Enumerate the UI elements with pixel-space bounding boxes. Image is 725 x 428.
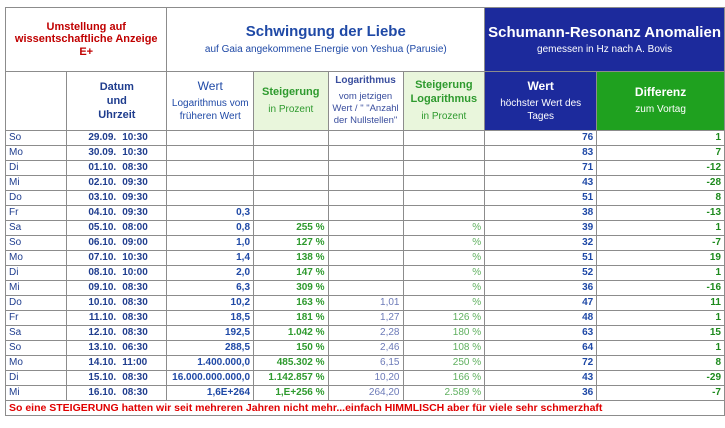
date-value: 11.10. [88,312,117,323]
steigerung-log-cell [403,206,485,221]
log-cell [328,206,403,221]
wert-cell: 288,5 [167,341,254,356]
steigerung-log-cell [403,131,485,146]
wert-header-sub: Logarithmus vom früheren Wert [171,98,249,122]
log-cell [328,176,403,191]
time-value: 09:30 [122,177,148,188]
time-value: 08:30 [122,282,148,293]
table-row [6,356,725,371]
wert-cell [167,161,254,176]
date-time-cell [67,281,167,296]
steigerung-log-cell: 2.589 % [403,386,485,401]
steigerung-log-cell: % [403,221,485,236]
schumann-value-cell: 51 [485,191,597,206]
log-cell: 1,27 [328,311,403,326]
date-value: 08.10. [88,267,117,278]
date-value: 09.10. [88,282,117,293]
wert-cell: 2,0 [167,266,254,281]
time-value: 10:00 [122,267,148,278]
day-cell: So [6,236,67,251]
steigerung-log-header-sub: in Prozent [421,110,467,122]
difference-cell: 1 [597,221,725,236]
day-cell: Sa [6,326,67,341]
schumann-subtitle: gemessen in Hz nach A. Bovis [537,44,673,56]
wert-cell [167,191,254,206]
steigerung-cell: 255 % [254,221,329,236]
schumann-value-cell: 43 [485,176,597,191]
wert-cell: 1,0 [167,236,254,251]
table-row [6,311,725,326]
wert-cell [167,131,254,146]
date-value: 15.10. [88,372,117,383]
table-row [6,251,725,266]
steigerung-cell: 1,E+256 % [254,386,329,401]
date-time-cell [67,206,167,221]
date-time-cell [67,371,167,386]
schumann-value-cell: 63 [485,326,597,341]
log-cell [328,191,403,206]
date-value: 03.10. [88,192,117,203]
date-time-cell [67,356,167,371]
wert-header [167,72,254,131]
schumann-value-cell: 39 [485,221,597,236]
day-cell: Do [6,191,67,206]
table-row [6,371,725,386]
steigerung-cell [254,131,329,146]
day-cell: Mi [6,176,67,191]
difference-cell: 1 [597,266,725,281]
difference-header-sub: zum Vortag [635,104,686,116]
time-value: 10:30 [122,132,148,143]
wert-cell [167,176,254,191]
time-value: 08:30 [122,387,148,398]
schumann-value-header [485,72,597,131]
date-time-cell [67,311,167,326]
schumann-value-header-sub: höchster Wert des Tages [500,98,582,122]
date-time-cell [67,341,167,356]
schumann-value-cell: 51 [485,251,597,266]
table-row [6,176,725,191]
wert-header-title: Wert [197,79,223,93]
difference-cell: -7 [597,386,725,401]
steigerung-cell [254,206,329,221]
table-row [6,206,725,221]
difference-cell: 7 [597,146,725,161]
difference-cell: -16 [597,281,725,296]
log-cell: 1,01 [328,296,403,311]
date-value: 14.10. [88,357,117,368]
steigerung-header-title: Steigerung [262,85,320,98]
date-time-cell [67,266,167,281]
date-value: 07.10. [88,252,117,263]
schumann-value-cell: 48 [485,311,597,326]
schumann-value-cell: 64 [485,341,597,356]
time-value: 08:30 [122,297,148,308]
table-row [6,296,725,311]
time-value: 11:00 [122,357,148,368]
steigerung-cell [254,161,329,176]
steigerung-log-cell: 108 % [403,341,485,356]
day-cell: Do [6,296,67,311]
wert-cell: 0,8 [167,221,254,236]
log-cell: 6,15 [328,356,403,371]
table-row [6,161,725,176]
steigerung-log-cell [403,161,485,176]
schumann-value-cell: 32 [485,236,597,251]
date-value: 13.10. [88,342,117,353]
date-value: 30.09. [88,147,117,158]
log-header-title: Logarithmus [335,74,396,86]
date-time-cell [67,236,167,251]
log-cell: 2,28 [328,326,403,341]
log-cell [328,236,403,251]
steigerung-log-cell: % [403,281,485,296]
time-value: 08:30 [122,312,148,323]
difference-cell: -12 [597,161,725,176]
date-value: 29.09. [88,132,117,143]
wert-cell: 1,4 [167,251,254,266]
day-cell: Di [6,371,67,386]
day-cell: So [6,341,67,356]
difference-header [597,72,725,131]
schumann-value-cell: 72 [485,356,597,371]
day-cell: Mo [6,251,67,266]
date-value: 16.10. [88,387,117,398]
difference-cell: 1 [597,341,725,356]
schumann-value-cell: 83 [485,146,597,161]
schumann-value-cell: 52 [485,266,597,281]
steigerung-log-cell: % [403,266,485,281]
day-cell: Mo [6,356,67,371]
main-title-cell [167,8,485,72]
time-value: 08:00 [122,222,148,233]
steigerung-cell [254,191,329,206]
steigerung-header [254,72,329,131]
wert-cell: 1.400.000,0 [167,356,254,371]
date-value: 06.10. [88,237,117,248]
date-time-cell [67,176,167,191]
date-time-cell [67,161,167,176]
table-row [6,236,725,251]
schumann-value-cell: 47 [485,296,597,311]
schumann-value-cell: 71 [485,161,597,176]
steigerung-cell: 309 % [254,281,329,296]
time-value: 08:30 [122,162,148,173]
date-time-cell [67,191,167,206]
date-value: 01.10. [88,162,117,173]
difference-cell: -7 [597,236,725,251]
difference-cell: -28 [597,176,725,191]
wert-cell: 10,2 [167,296,254,311]
schumann-title: Schumann-Resonanz Anomalien [488,23,721,41]
wert-cell: 18,5 [167,311,254,326]
difference-cell: 19 [597,251,725,266]
steigerung-log-header-title: Steigerung Logarithmus [410,79,478,105]
schumann-value-cell: 43 [485,371,597,386]
date-time-cell [67,221,167,236]
time-value: 09:30 [122,207,148,218]
day-cell: Mi [6,386,67,401]
table-row [6,221,725,236]
wert-cell: 6,3 [167,281,254,296]
steigerung-cell: 127 % [254,236,329,251]
difference-cell: -29 [597,371,725,386]
day-cell: Fr [6,311,67,326]
table-row [6,131,725,146]
schumann-value-header-title: Wert [527,79,554,93]
day-cell: Mi [6,281,67,296]
log-cell: 2,46 [328,341,403,356]
date-value: 04.10. [88,207,117,218]
table-row [6,281,725,296]
difference-header-title: Differenz [634,85,687,100]
steigerung-cell: 138 % [254,251,329,266]
day-cell: Fr [6,206,67,221]
steigerung-cell: 1.042 % [254,326,329,341]
time-value: 10:30 [122,252,148,263]
date-time-cell [67,131,167,146]
date-time-header [67,72,167,131]
day-cell: Mo [6,146,67,161]
date-value: 02.10. [88,177,117,188]
log-cell [328,161,403,176]
time-value: 10:30 [122,147,148,158]
steigerung-log-cell [403,191,485,206]
log-header-sub: vom jetzigen Wert / " "Anzahl der Nullstellen" [332,91,399,127]
difference-cell: 8 [597,356,725,371]
schumann-value-cell: 76 [485,131,597,146]
difference-cell: -13 [597,206,725,221]
log-cell: 264,20 [328,386,403,401]
date-time-cell [67,146,167,161]
date-time-cell [67,386,167,401]
main-title: Schwingung der Liebe [245,23,406,40]
difference-cell: 1 [597,311,725,326]
day-cell: So [6,131,67,146]
schumann-value-cell: 36 [485,281,597,296]
schumann-value-cell: 38 [485,206,597,221]
footer-note: So eine STEIGERUNG hatten wir seit mehreren Jahren nicht mehr...einfach HIMMLISCH aber für viele sehr schmerzhaft [6,401,725,416]
schumann-title-cell [485,8,725,72]
date-value: 12.10. [88,327,117,338]
wert-cell: 192,5 [167,326,254,341]
steigerung-log-cell: 166 % [403,371,485,386]
steigerung-log-cell [403,176,485,191]
steigerung-log-cell: % [403,296,485,311]
difference-cell: 1 [597,131,725,146]
date-time-header-label: Datum und Uhrzeit [98,80,136,122]
wert-cell: 0,3 [167,206,254,221]
table-row [6,386,725,401]
wert-cell [167,146,254,161]
wert-cell: 1,6E+264 [167,386,254,401]
log-cell [328,131,403,146]
difference-cell: 11 [597,296,725,311]
steigerung-cell: 485.302 % [254,356,329,371]
table-row [6,266,725,281]
date-value: 10.10. [88,297,117,308]
log-cell [328,251,403,266]
steigerung-cell: 1.142.857 % [254,371,329,386]
wert-cell: 16.000.000.000,0 [167,371,254,386]
steigerung-log-cell [403,146,485,161]
time-value: 09:30 [122,192,148,203]
date-time-cell [67,326,167,341]
steigerung-log-cell: 180 % [403,326,485,341]
log-cell [328,221,403,236]
date-value: 05.10. [88,222,117,233]
steigerung-log-header [403,72,485,131]
table-row [6,146,725,161]
steigerung-header-sub: in Prozent [268,103,314,115]
difference-cell: 8 [597,191,725,206]
steigerung-log-cell: % [403,251,485,266]
day-cell: Di [6,161,67,176]
left-title: Umstellung auf wissentschaftliche Anzeige E+ [6,8,167,72]
steigerung-log-cell: 126 % [403,311,485,326]
log-cell [328,146,403,161]
steigerung-cell: 150 % [254,341,329,356]
date-time-cell [67,251,167,266]
steigerung-cell [254,146,329,161]
time-value: 08:30 [122,372,148,383]
table-row [6,191,725,206]
date-time-cell [67,296,167,311]
time-value: 09:00 [122,237,148,248]
log-cell [328,281,403,296]
table-row [6,326,725,341]
day-cell: Di [6,266,67,281]
main-subtitle: auf Gaia angekommene Energie von Yeshua (Parusie) [204,44,447,55]
log-cell [328,266,403,281]
steigerung-log-cell: % [403,236,485,251]
time-value: 08:30 [122,327,148,338]
steigerung-cell: 163 % [254,296,329,311]
steigerung-cell: 181 % [254,311,329,326]
schumann-value-cell: 36 [485,386,597,401]
day-cell: Sa [6,221,67,236]
data-sheet [5,7,725,416]
time-value: 06:30 [122,342,148,353]
steigerung-cell: 147 % [254,266,329,281]
difference-cell: 15 [597,326,725,341]
steigerung-log-cell: 250 % [403,356,485,371]
log-header [328,72,403,131]
steigerung-cell [254,176,329,191]
day-header [6,72,67,131]
log-cell: 10,20 [328,371,403,386]
table-row [6,341,725,356]
